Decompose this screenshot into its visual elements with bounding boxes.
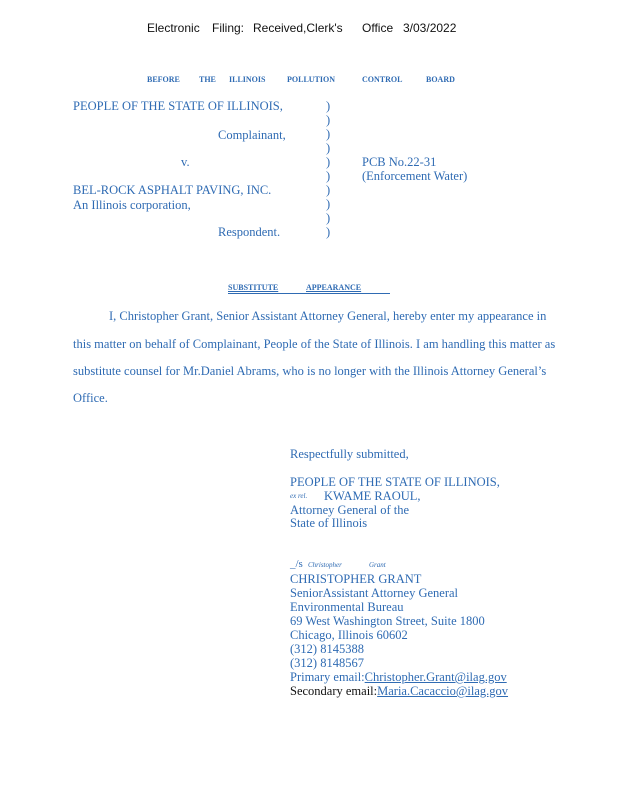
complainant-label: Complainant, xyxy=(218,128,286,142)
respondent-label: Respondent. xyxy=(218,225,281,239)
filing-received: Received,Clerk's xyxy=(253,21,343,35)
phone-secondary: (312) 8148567 xyxy=(290,656,364,670)
primary-email-link[interactable]: Christopher.Grant@ilag.gov xyxy=(364,670,507,684)
caption-paren: ) xyxy=(326,197,331,211)
attorney-name: CHRISTOPHER GRANT xyxy=(290,572,422,586)
street-address: 69 West Washington Street, Suite 1800 xyxy=(290,614,485,628)
defendant-name: BEL-ROCK ASPHALT PAVING, INC. xyxy=(73,183,272,197)
case-type: (Enforcement Water) xyxy=(362,169,468,183)
attorney-general-title: Attorney General of the xyxy=(290,503,410,517)
board-word: ILLINOIS xyxy=(229,75,266,84)
filing-electronic: Electronic xyxy=(147,21,200,35)
caption-paren: ) xyxy=(326,183,331,197)
filing-date: 3/03/2022 xyxy=(403,21,457,35)
secondary-email-label: Secondary email: xyxy=(290,684,378,698)
title-underline xyxy=(228,293,390,294)
plaintiff-name: PEOPLE OF THE STATE OF ILLINOIS, xyxy=(73,99,283,113)
board-word: POLLUTION xyxy=(287,75,336,84)
versus-label: v. xyxy=(181,155,190,169)
filing-label: Filing: xyxy=(212,21,245,35)
body-line: I, Christopher Grant, Senior Assistant Attorney General, hereby enter my appearance in xyxy=(109,309,547,323)
caption-paren: ) xyxy=(326,127,331,141)
signature-prefix: _/s xyxy=(290,558,303,570)
secondary-email-line xyxy=(290,684,508,699)
ex-rel-label: ex rel. xyxy=(290,492,308,500)
city-address: Chicago, Illinois 60602 xyxy=(290,628,408,642)
signature-first: Christopher xyxy=(308,561,342,569)
bureau: Environmental Bureau xyxy=(290,600,404,614)
caption-paren: ) xyxy=(326,155,331,169)
body-line: Office. xyxy=(73,391,108,405)
title-word: SUBSTITUTE xyxy=(228,283,279,292)
board-word: BEFORE xyxy=(147,75,180,84)
phone-primary: (312) 8145388 xyxy=(290,642,364,656)
caption-paren: ) xyxy=(326,141,331,155)
attorney-general-name: KWAME RAOUL, xyxy=(324,489,421,503)
signature-last: Grant xyxy=(369,561,386,569)
primary-email-line xyxy=(290,670,507,685)
board-word: THE xyxy=(199,75,216,84)
caption-paren: ) xyxy=(326,99,331,113)
title-word: APPEARANCE xyxy=(306,283,362,292)
respectfully-submitted: Respectfully submitted, xyxy=(290,447,409,461)
body-line: substitute counsel for Mr.Daniel Abrams, who is no longer with the Illinois Attorney General’s xyxy=(73,364,547,378)
state-label: State of Illinois xyxy=(290,516,368,530)
secondary-email-link[interactable]: Maria.Cacaccio@ilag.gov xyxy=(377,684,509,698)
body-line: this matter on behalf of Complainant, People of the State of Illinois. I am handling this matter as xyxy=(73,337,556,351)
attorney-title: SeniorAssistant Attorney General xyxy=(290,586,459,600)
caption-paren: ) xyxy=(326,225,331,239)
board-word: CONTROL xyxy=(362,75,403,84)
defendant-description: An Illinois corporation, xyxy=(73,198,191,212)
signature-people: PEOPLE OF THE STATE OF ILLINOIS, xyxy=(290,475,500,489)
case-number: PCB No.22-31 xyxy=(362,155,437,169)
board-word: BOARD xyxy=(426,75,455,84)
caption-paren: ) xyxy=(326,113,331,127)
caption-paren: ) xyxy=(326,211,331,225)
filing-office: Office xyxy=(362,21,394,35)
caption-paren: ) xyxy=(326,169,331,183)
primary-email-label: Primary email: xyxy=(290,670,365,684)
